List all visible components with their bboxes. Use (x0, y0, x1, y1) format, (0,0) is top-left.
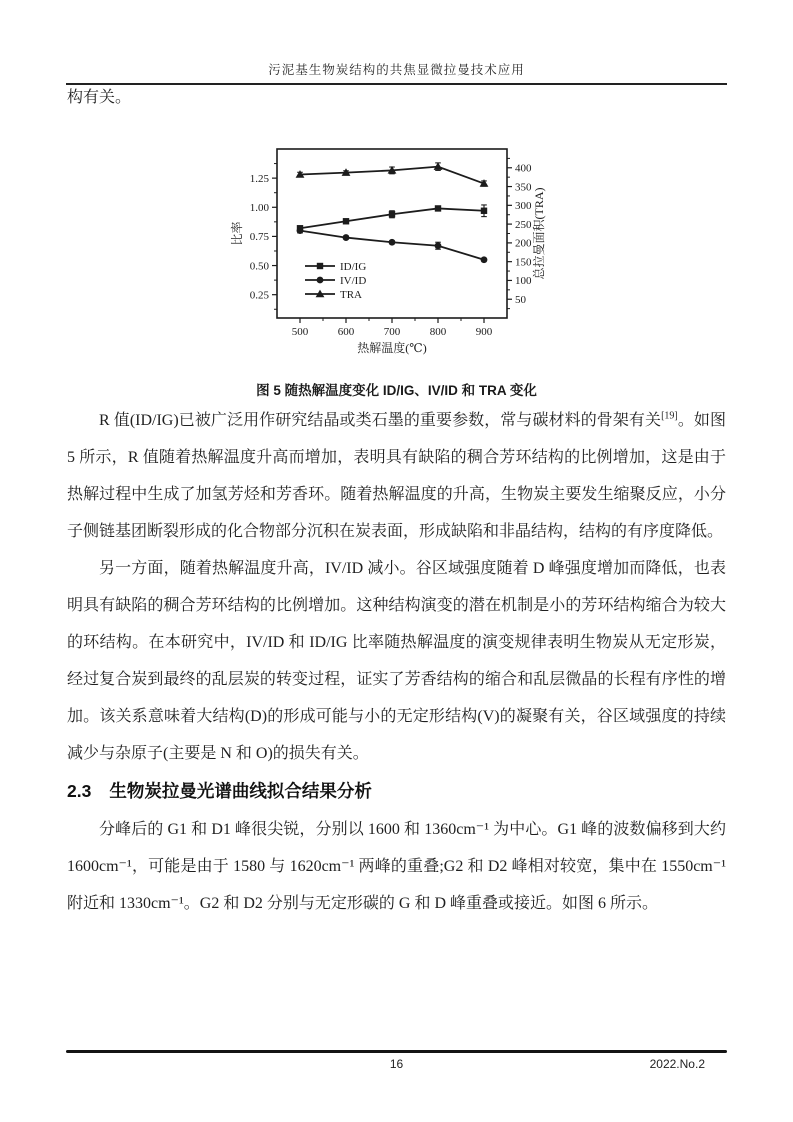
legend-marker-ivid (316, 277, 323, 284)
paragraph-3: 分峰后的 G1 和 D1 峰很尖锐，分别以 1600 和 1360cm⁻¹ 为中心。G1 峰的波数偏移到大约 1600cm⁻¹，可能是由于 1580 与 1620cm⁻¹ 两峰的重叠;G2 和 D2 峰相对较宽，集中在 1550cm⁻¹ 附近和 1330cm⁻¹。G2 和 D2 分别与无定形碳的 G 和 D 峰重叠或接近。如图 6 所示。 (67, 821, 726, 912)
section-number: 2.3 (67, 781, 92, 801)
page-number: 16 (389, 1057, 404, 1071)
section-heading-2-3 (67, 772, 726, 811)
left-axis-label: 比率 (229, 221, 244, 246)
right-tick-label: 100 (514, 275, 531, 288)
right-axis-label: 总拉曼面积(TRA) (531, 187, 546, 280)
right-tick-label: 300 (514, 200, 531, 213)
marker-ivid (388, 239, 395, 246)
legend-marker-idig (316, 263, 322, 269)
x-tick-label: 900 (475, 326, 492, 338)
x-tick-label: 500 (291, 326, 308, 338)
x-tick-label: 700 (383, 326, 400, 338)
line-chart (227, 141, 567, 376)
marker-idig (388, 211, 394, 217)
paragraph-2: 另一方面，随着热解温度升高，IV/ID 减小。谷区域强度随着 D 峰强度增加而降低，也表明具有缺陷的稠合芳环结构的比例增加。这种结构演变的潜在机制是小的芳环结构缩合为较大的环结构。在本研究中，IV/ID 和 ID/IG 比率随热解温度的演变规律表明生物炭从无定形炭，经过复合炭到最终的乱层炭的转变过程，证实了芳香结构的缩合和乱层微晶的长程有序性的增加。该关系意味着大结构(D)的形成可能与小的无定形结构(V)的凝聚有关，谷区域强度的持续减少与杂原子(主要是 N 和 O)的损失有关。 (67, 560, 726, 762)
marker-ivid (342, 234, 349, 241)
right-tick-label: 200 (514, 237, 531, 250)
citation-19: [19] (661, 410, 678, 422)
right-tick-label: 250 (514, 218, 531, 231)
marker-idig (434, 205, 440, 211)
issue-label: 2022.No.2 (649, 1057, 705, 1071)
legend-label-tra: TRA (339, 288, 362, 301)
figure-5 (0, 141, 793, 399)
marker-ivid (296, 227, 303, 234)
marker-ivid (434, 242, 441, 249)
paragraph-1-text: R 值(ID/IG)已被广泛用作研究结晶或类石墨的重要参数，常与碳材料的骨架有关 (99, 412, 662, 429)
body-first-line: 构有关。 (67, 89, 132, 106)
left-tick-label: 0.50 (249, 260, 269, 273)
right-tick-label: 150 (514, 256, 531, 269)
left-tick-label: 1.25 (249, 172, 269, 185)
paragraph-1 (67, 402, 726, 550)
x-tick-label: 600 (337, 326, 354, 338)
section-title: 生物炭拉曼光谱曲线拟合结果分析 (109, 781, 372, 801)
figure-caption: 图 5 随热解温度变化 ID/IG、IV/ID 和 TRA 变化 (256, 383, 537, 398)
marker-idig (342, 218, 348, 224)
right-tick-label: 350 (514, 181, 531, 194)
left-tick-label: 0.75 (249, 231, 269, 244)
left-tick-label: 0.25 (249, 289, 269, 302)
marker-idig (480, 208, 486, 214)
body-text (67, 402, 726, 922)
paragraph-1-text-cont: 。如图 5 所示，R 值随着热解温度升高而增加，表明具有缺陷的稠合芳环结构的比例增加，这是由于热解过程中生成了加氢芳烃和芳香环。随着热解温度的升高，生物炭主要发生缩聚反应，小分子侧链基团断裂形成的化合物部分沉积在炭表面，形成缺陷和非晶结构，结构的有序度降低。 (67, 412, 726, 540)
right-tick-label: 400 (514, 162, 531, 175)
x-axis-label: 热解温度(℃) (356, 341, 427, 355)
running-header: 污泥基生物炭结构的共焦显微拉曼技术应用 (268, 63, 525, 77)
header-rule (66, 83, 727, 85)
footer-rule (66, 1050, 727, 1053)
legend-label-ivid: IV/ID (339, 274, 366, 287)
marker-ivid (480, 256, 487, 263)
x-tick-label: 800 (429, 326, 446, 338)
legend-label-idig: ID/IG (339, 260, 366, 273)
left-tick-label: 1.00 (249, 202, 269, 215)
right-tick-label: 50 (514, 294, 526, 307)
